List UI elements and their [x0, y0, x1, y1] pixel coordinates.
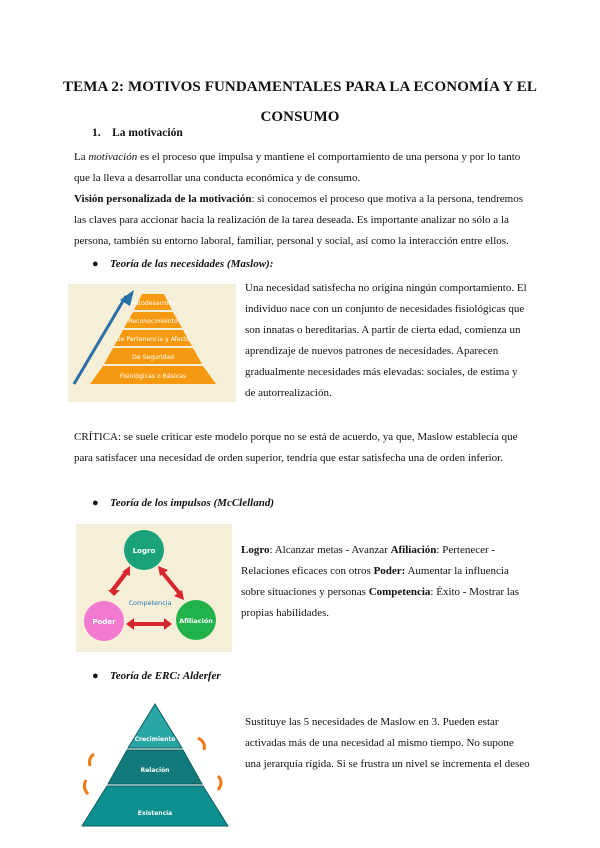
- afiliacion-text: : Pertenecer - Relaciones eficaces con otros: [241, 544, 496, 577]
- erc-label-mid: Relación: [140, 767, 170, 774]
- intro-p2-bold: Visión personalizada de la motivación: [74, 193, 252, 205]
- erc-pyramid: [72, 698, 238, 830]
- mcclelland-bullet-text: Teoría de los impulsos (McClelland): [110, 497, 274, 509]
- intro-p1-pre: La: [74, 151, 89, 163]
- poder-node-label: Poder: [92, 618, 116, 626]
- maslow-description: Una necesidad satisfecha no origina ningún comportamiento. El individuo nace con un conjunto de necesidades fisiológicas que son innatas o hereditarias. A partir de cierta edad, comienza un aprendizaje de nuevos patrones de necesidades. Aparecen gradualmente necesidades más elevadas: sociales, de estima y de autorrealización.: [245, 282, 527, 399]
- intro-p1-em: motivación: [88, 151, 138, 163]
- competencia-text: : Éxito - Mostrar las propias habilidades.: [241, 586, 520, 619]
- erc-label-base: Existencia: [137, 810, 173, 817]
- section-number: 1.: [92, 127, 101, 139]
- erc-pyramid-figure: [72, 698, 238, 830]
- bullet-dot: ●: [92, 670, 99, 682]
- mcclelland-diagram-figure: [76, 524, 232, 652]
- poder-text: Aumentar la influencia sobre situaciones y personas: [241, 565, 509, 598]
- mcclelland-diagram: [76, 524, 232, 652]
- erc-label-top: Crecimiento: [134, 736, 176, 743]
- critica-paragraph: CRÍTICA: se suele criticar este modelo porque no se está de acuerdo, ya que, Maslow establecía que para satisfacer una necesidad de orden superior, tendría que estar satisfecha una de orden inferior.: [74, 431, 518, 464]
- maslow-label-2: Reconocimiento: [128, 318, 178, 325]
- maslow-label-1: Autodesarrollo: [130, 300, 176, 307]
- erc-level-base: [82, 786, 228, 826]
- erc-bullet: [92, 670, 221, 682]
- logro-term: Logro: [241, 544, 270, 556]
- section-heading: [92, 127, 183, 139]
- mcclelland-description: [241, 540, 531, 624]
- erc-arrow-2: [218, 776, 221, 790]
- intro-p2-post: : si conocemos el proceso que motiva a la persona, tendremos las claves para accionar hacia la realización de la tarea deseada. Es importante analizar no sólo a la persona, también su entorno laboral, familiar, personal y social, así como la interacción entre ellos.: [74, 193, 523, 247]
- logro-text: : Alcanzar metas - Avanzar: [269, 544, 391, 556]
- intro-p1-post: es el proceso que impulsa y mantiene el comportamiento de una persona y por lo tanto que la lleva a desarrollar una conducta económica y de consumo.: [74, 151, 521, 184]
- afiliacion-term: Afiliación: [390, 544, 437, 556]
- erc-arrow-4: [84, 780, 88, 794]
- afiliacion-node-label: Afiliación: [179, 617, 213, 625]
- poder-term: Poder:: [373, 565, 406, 577]
- erc-arrow-1: [198, 738, 204, 750]
- section-title: La motivación: [112, 127, 183, 139]
- page-title: TEMA 2: MOTIVOS FUNDAMENTALES PARA LA ECONOMÍA Y EL CONSUMO: [62, 79, 537, 125]
- competencia-label: Competencia: [128, 599, 172, 607]
- maslow-label-4: De Seguridad: [131, 354, 175, 361]
- erc-bullet-text: Teoría de ERC: Alderfer: [110, 670, 221, 682]
- bullet-dot: ●: [92, 497, 99, 509]
- erc-description: Sustituye las 5 necesidades de Maslow en 3. Pueden estar activadas más de una necesidad al mismo tiempo. No supone una jerarquía rígida. Si se frustra un nivel se incrementa el deseo: [245, 716, 530, 770]
- maslow-label-3: De Pertenencia y Afecto: [115, 336, 191, 343]
- logro-node-label: Logro: [132, 547, 156, 555]
- mcclelland-bullet: [92, 497, 274, 509]
- intro-paragraph-2: [74, 189, 534, 252]
- competencia-term: Competencia: [368, 586, 431, 598]
- maslow-pyramid: [68, 284, 236, 402]
- maslow-pyramid-figure: [68, 284, 236, 402]
- maslow-label-5: Fisiológicas o Básicas: [119, 373, 187, 380]
- maslow-bullet: [92, 258, 273, 270]
- erc-arrow-3: [90, 754, 95, 766]
- bullet-dot: ●: [92, 258, 99, 270]
- maslow-bullet-text: Teoría de las necesidades (Maslow):: [110, 258, 274, 270]
- intro-paragraph-1: [74, 147, 534, 189]
